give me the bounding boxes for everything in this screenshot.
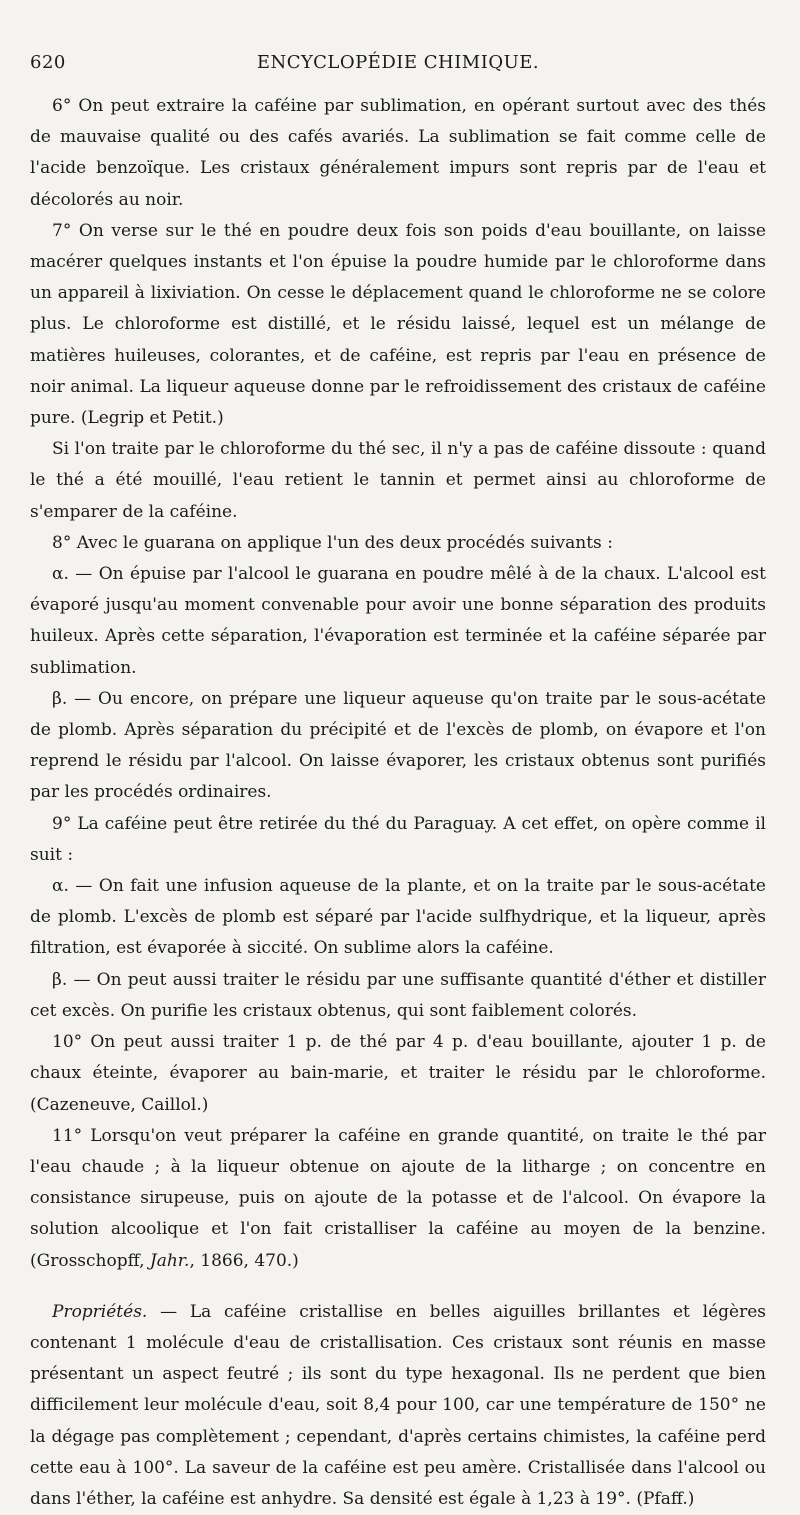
paragraph-11-main: 11° Lorsqu'on veut préparer la caféine en grande quantité, on traite le thé par l'eau chaude ; à la liqueur obtenue on ajoute de la litharge ; on concentre en consistance sirupeuse, puis on ajoute de la potasse et de l'alcool. On évapore la solution alcoolique et l'on fait cristalliser la caféine au moyen de la benzine. (Grosschopff,: [30, 1125, 766, 1271]
paragraph-6: 6° On peut extraire la caféine par sublimation, en opérant surtout avec des thés de mauvaise qualité ou des cafés avariés. La sublimation se fait comme celle de l'acide benzoïque. Les cristaux généralement impurs sont repris par de l'eau et décolorés au noir.: [30, 96, 766, 210]
paragraph-10: 10° On peut aussi traiter 1 p. de thé par 4 p. d'eau bouillante, ajouter 1 p. de chaux éteinte, évaporer au bain-marie, et traiter le résidu par le chloroforme. (Cazeneuve, Caillol.): [30, 1032, 766, 1115]
page-header: [30, 52, 766, 73]
paragraph-11-reference: , 1866, 470.): [189, 1250, 299, 1271]
paragraph-8-beta: β. — Ou encore, on prépare une liqueur aqueuse qu'on traite par le sous-acétate de plomb. Après séparation du précipité et de l'excès de plomb, on évapore et l'on reprend le résidu par l'alcool. On laisse évaporer, les cristaux obtenus sont purifiés par les procédés ordinaires.: [30, 688, 766, 803]
properties-heading: Propriétés.: [52, 1301, 148, 1322]
properties-paragraph: [30, 1297, 766, 1515]
paragraph-7: 7° On verse sur le thé en poudre deux fois son poids d'eau bouillante, on laisse macérer quelques instants et l'on épuise la poudre humide par le chloroforme dans un appareil à lixiviation. On cesse le déplacement quand le chloroforme ne se colore plus. Le chloroforme est distillé, et le résidu laissé, lequel est un mélange de matières huileuses, colorantes, et de caféine, est repris par l'eau en présence de noir animal. La liqueur aqueuse donne par le refroidissement des cristaux de caféine pure. (Legrip et Petit.): [30, 220, 766, 429]
paragraph-9-beta: β. — On peut aussi traiter le résidu par une suffisante quantité d'éther et distiller cet excès. On purifie les cristaux obtenus, qui sont faiblement colorés.: [30, 969, 766, 1021]
running-title: ENCYCLOPÉDIE CHIMIQUE.: [256, 52, 540, 73]
paragraph-9-alpha: α. — On fait une infusion aqueuse de la plante, et on la traite par le sous-acétate de plomb. L'excès de plomb est séparé par l'acide sulfhydrique, et la liqueur, après filtration, est évaporée à siccité. On sublime alors la caféine.: [30, 876, 766, 959]
paragraph-9: 9° La caféine peut être retirée du thé du Paraguay. A cet effet, on opère comme il suit :: [30, 813, 766, 865]
journal-abbreviation: Jahr.: [149, 1250, 190, 1271]
paragraph-8: 8° Avec le guarana on applique l'un des deux procédés suivants :: [52, 532, 613, 553]
paragraph-8-alpha: α. — On épuise par l'alcool le guarana en poudre mêlé à de la chaux. L'alcool est évaporé jusqu'au moment convenable pour avoir une bonne séparation des produits huileux. Après cette séparation, l'évaporation est terminée et la caféine séparée par sublimation.: [30, 564, 766, 678]
paragraph-chloroform-note: Si l'on traite par le chloroforme du thé sec, il n'y a pas de caféine dissoute : quand le thé a été mouillé, l'eau retient le tannin et permet ainsi au chloroforme de s'emparer de la caféine.: [30, 439, 766, 522]
page-number: 620: [30, 52, 66, 73]
properties-text: — La caféine cristallise en belles aiguilles brillantes et légères contenant 1 molécule d'eau de cristallisation. Ces cristaux sont réunis en masse présentant un aspect feutré ; ils sont du type hexagonal. Ils ne perdent que bien difficilement leur molécule d'eau, soit 8,4 pour 100, car une température de 150° ne la dégage pas complètement ; cependant, d'après certains chimistes, la caféine perd cette eau à 100°. La saveur de la caféine est peu amère. Cristallisée dans l'alcool ou dans l'éther, la caféine est anhydre. Sa densité est égale à 1,23 à 19°. (Pfaff.): [30, 1301, 766, 1509]
body-text: [30, 91, 766, 1515]
paragraph-11: [30, 1121, 766, 1277]
